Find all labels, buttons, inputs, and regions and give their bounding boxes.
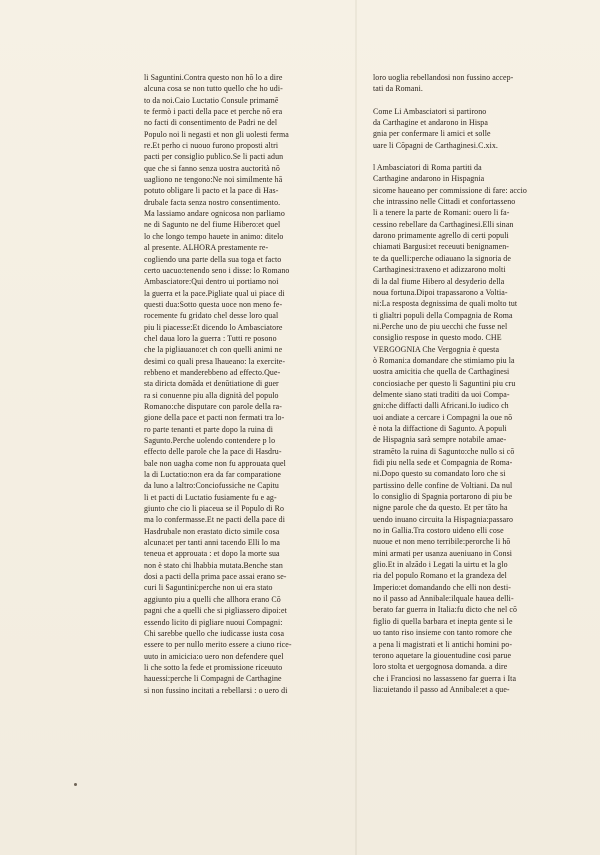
paragraph-gap <box>373 151 551 162</box>
text-line: li che sotto la fede et promissione riceuuto <box>144 662 283 672</box>
text-line: cogliendo una parte della sua toga et facto <box>144 254 282 264</box>
text-line: loro uoglia rebellandosi non fussino accep- <box>373 73 514 82</box>
text-line: aggiunto piu a quelli che allhora erano Cō <box>144 594 281 604</box>
text-line: che i Franciosi no lassasseno far guerra i Ita <box>373 673 517 683</box>
text-line: Sagunto.Perche uolendo contendere p lo <box>144 436 276 445</box>
text-line: to da noi.Caio Luctatio Consule primamē <box>144 95 279 105</box>
text-line: questi dua:Sotto questa uoce non meno fe- <box>144 299 283 309</box>
text-line: piu li piacesse:Et dicendo lo Ambasciatore <box>144 322 283 332</box>
text-line: ra si conuenne piu alla dignità del populo <box>144 390 279 400</box>
text-line: glio.Et in alzādo i Legati la uirtu et la glo <box>373 560 508 570</box>
text-line: pagni che a quelli che si pigliassero dipoi:et <box>144 606 287 616</box>
text-line: rocemente fu gridato chel desse loro qual <box>144 311 279 321</box>
text-line: te fermò i pacti della pace et perche nō era <box>144 107 283 117</box>
text-line: ma lo confermasse.Et ne pacti della pace di <box>144 515 286 525</box>
text-line: que che si fanno senza uostra auctorità nō <box>144 163 280 173</box>
right-text-column <box>373 72 551 695</box>
text-line: Populo noi li negasti et non gli uolesti ferma <box>144 129 289 139</box>
text-line: Carthagine andarono in Hispagnia <box>373 174 485 184</box>
text-line: ni.Perche uno de piu uecchi che fusse nel <box>373 321 508 331</box>
text-line: nuoue et non meno terribile:perorche li hō <box>373 537 511 547</box>
text-line: consiglio respose in questo modo. CHE <box>373 333 502 343</box>
text-line: Carthaginesi:traxeno et adizzarono molti <box>373 265 506 275</box>
text-line: che la pigliauano:et ch con quelli animi ne <box>144 345 283 355</box>
text-line: rebbeno et manderebbeno ad effecto.Que- <box>144 367 281 377</box>
text-line: de Hispagnia sarà sempre notabile amae- <box>373 435 507 445</box>
text-line: loro stolta et uergognosa domanda. a dire <box>373 662 508 672</box>
text-line: gni:che diffacti dalli Africani.Io iudico ch <box>373 401 509 411</box>
text-line: conciosiache per questo li Saguntini piu cru <box>373 378 516 388</box>
text-line: mini armati per usanza aueniuano in Consi <box>373 548 513 558</box>
text-line: effecto delle parole che la pace di Hasdru- <box>144 447 282 457</box>
text-line: li Saguntini.Contra questo non hō lo a dire <box>144 73 283 82</box>
text-line: essere to per nullo merito essere a ciuno rice- <box>144 640 292 650</box>
text-line: la guerra et la pace.Pigliate qual ui piace di <box>144 288 285 298</box>
text-line: pacti per consiglio publico.Se li pacti adun <box>144 152 284 162</box>
text-line: giunto che cio li piaceua se il Populo di Ro <box>144 504 285 514</box>
text-line: dosi a pacti della prima pace assai erano se- <box>144 572 287 582</box>
margin-ink-mark <box>74 783 77 786</box>
text-line: Come Li Ambasciatori si partirono <box>373 106 487 116</box>
text-line: no facti di consentimento de Padri ne del <box>144 118 278 128</box>
text-line: alcuna cosa se non tutto quello che ho udi- <box>144 84 283 94</box>
text-line: te da quelli:perche odiauano la signoria de <box>373 253 511 263</box>
text-line: delmente siano stati traditi da uoi Compa- <box>373 389 510 399</box>
text-line: chiamati Bargusi:et receuuti benignamen- <box>373 242 509 252</box>
text-line: terono aquetare la giouentudine cosi parue <box>373 650 512 660</box>
text-line: stramēto la ruina di Sagunto:che nullo si cō <box>373 446 515 456</box>
text-line: no in Gallia.Tra costoro uideno elli cose <box>373 526 504 536</box>
text-line: potuto obligare li pacto et la pace di Has- <box>144 186 279 196</box>
text-line: alcuna:et per tanti anni tacendo Elli lo ma <box>144 538 280 548</box>
text-line: gione della pace et pacti non fermati tra lo- <box>144 413 285 423</box>
text-line: uagliono ne tengono:Ne noi similmente hā <box>144 175 283 185</box>
text-line: di la dal fiume Hibero al desyderio della <box>373 276 505 286</box>
text-line: essendo licito di pigliare nuoui Compagni: <box>144 617 283 627</box>
text-line: ro parte tenanti et parte dopo la ruina di <box>144 424 274 434</box>
text-line: ne di Sagunto ne del fiume Hibero:et quel <box>144 220 281 230</box>
text-line: hauessi:perche li Compagni de Carthagine <box>144 674 282 684</box>
text-line: uendo inuano circuita la Hispagnia:passaro <box>373 514 514 524</box>
text-line: che intrassino nelle Cittadi et confortasseno <box>373 197 516 207</box>
intro-text <box>373 72 551 95</box>
text-line: Ma lassiamo andare ognicosa non parliamo <box>144 209 285 219</box>
text-line: sta diricta domāda et denūtiatione di guer <box>144 379 279 389</box>
text-line: sicome haueano per commissione di fare: accio <box>373 185 527 195</box>
text-line: Chi sarebbe quello che iudicasse iusta cosa <box>144 628 285 638</box>
text-line: bale non uagha come non fu approuata quel <box>144 458 286 468</box>
text-line: ni:La resposta degnissima de quali molto tut <box>373 299 518 309</box>
text-line: re.Et perho ci nuouo furono proposti altri <box>144 141 279 151</box>
text-line: darono primamente agrello di certi populi <box>373 231 509 241</box>
text-line: ni.Dopo questo su comandato loro che si <box>373 469 506 479</box>
text-line: berato far guerra in Italia:fu dicto che nel cō <box>373 605 518 615</box>
text-line: si non fussino incitati a rebellarsi : o uero di <box>144 685 288 695</box>
text-line: curi li Saguntini:perche non ui era stato <box>144 583 273 593</box>
text-line: non è stato chi lhabbia mutata.Benche stan <box>144 560 283 570</box>
text-line: da luno a laltro:Conciofussiche ne Capitu <box>144 481 279 491</box>
text-line: ò Romani:a domandare che stimiamo piu la <box>373 355 515 365</box>
text-line: li et pacti di Luctatio fusiamente fu e ag- <box>144 492 277 502</box>
text-line: la di Luctatio:non era da far comparatione <box>144 470 281 480</box>
text-line: è nota la diffactione di Sagunto. A populi <box>373 423 507 433</box>
text-line: uuto in amicicia:o uero non defendere quel <box>144 651 284 661</box>
left-text-column <box>144 72 349 696</box>
text-line: noua fortuna.Dipoi trapassarono a Voltia- <box>373 287 508 297</box>
text-line: tati da Romani. <box>373 84 423 94</box>
text-line: li a tenere la parte de Romani: ouero li fa- <box>373 208 510 218</box>
text-line: lo che longo tempo hauete in animo: ditelo <box>144 231 284 241</box>
text-line: ria del populo Romano et la grandeza del <box>373 571 507 581</box>
text-line: Imperio:et domandando che elli non desti- <box>373 582 511 592</box>
text-line: chel daua loro la guerra : Tutti re posono <box>144 333 277 343</box>
text-line: Ambasciatore:Qui dentro ui portiamo noi <box>144 277 279 287</box>
text-line: lo consiglio di Spagnia portarono di piu be <box>373 492 513 502</box>
text-line: nigne parole che da questo. Et per tāto ha <box>373 503 508 513</box>
text-line: fidi piu nella sede et Compagnia de Roma- <box>373 458 513 467</box>
chapter-body <box>373 162 551 695</box>
text-line: figlio di quella barbara et inepta gente si le <box>373 616 513 626</box>
text-line: VERGOGNIA Che Vergognia è questa <box>373 344 500 354</box>
text-line: uo tanto riso insieme con tanto romore che <box>373 628 512 638</box>
text-line: drubale facta senza nostro consentimento. <box>144 197 281 207</box>
text-line: partissino delle confine de Voltiani. Da nul <box>373 480 513 490</box>
text-line: cessino rebellare da Carthaginesi.Elli sinan <box>373 219 514 229</box>
text-line: no il passo ad Annibale:ilquale hauea delli- <box>373 594 514 604</box>
text-line: teneua et approuata : et dopo la morte sua <box>144 549 280 559</box>
text-line: desimi co quali presa lhaueano: la exercite- <box>144 356 286 366</box>
text-line: da Carthagine et andarono in Hispa <box>373 118 488 128</box>
paragraph-gap <box>373 95 551 106</box>
text-line: gnia per confermare li amici et solle <box>373 129 491 139</box>
text-line: uostra amicitia che quella de Carthaginesi <box>373 367 510 377</box>
text-line: certo uacuo:tenendo seno i disse: lo Romano <box>144 265 290 275</box>
text-line: ti glialtri populi della Compagnia de Roma <box>373 310 513 320</box>
text-line: uoi andiate a cercare i Compagni la oue nō <box>373 412 513 422</box>
text-line: Romano:che disputare con parole della ra- <box>144 401 282 411</box>
text-line: l Ambasciatori di Roma partiti da <box>373 163 482 173</box>
chapter-heading <box>373 106 551 151</box>
text-line: Hasdrubale non erastato dicto simile cosa <box>144 526 280 536</box>
text-line: uare li Cōpagni de Carthaginesi.C.xix. <box>373 140 498 150</box>
text-line: al presente. ALHORA prestamente re- <box>144 243 269 253</box>
text-line: lia:uietando il passo ad Annibale:et a que- <box>373 684 510 694</box>
text-line: a pena li magistrati et li antichi homini po- <box>373 639 513 649</box>
